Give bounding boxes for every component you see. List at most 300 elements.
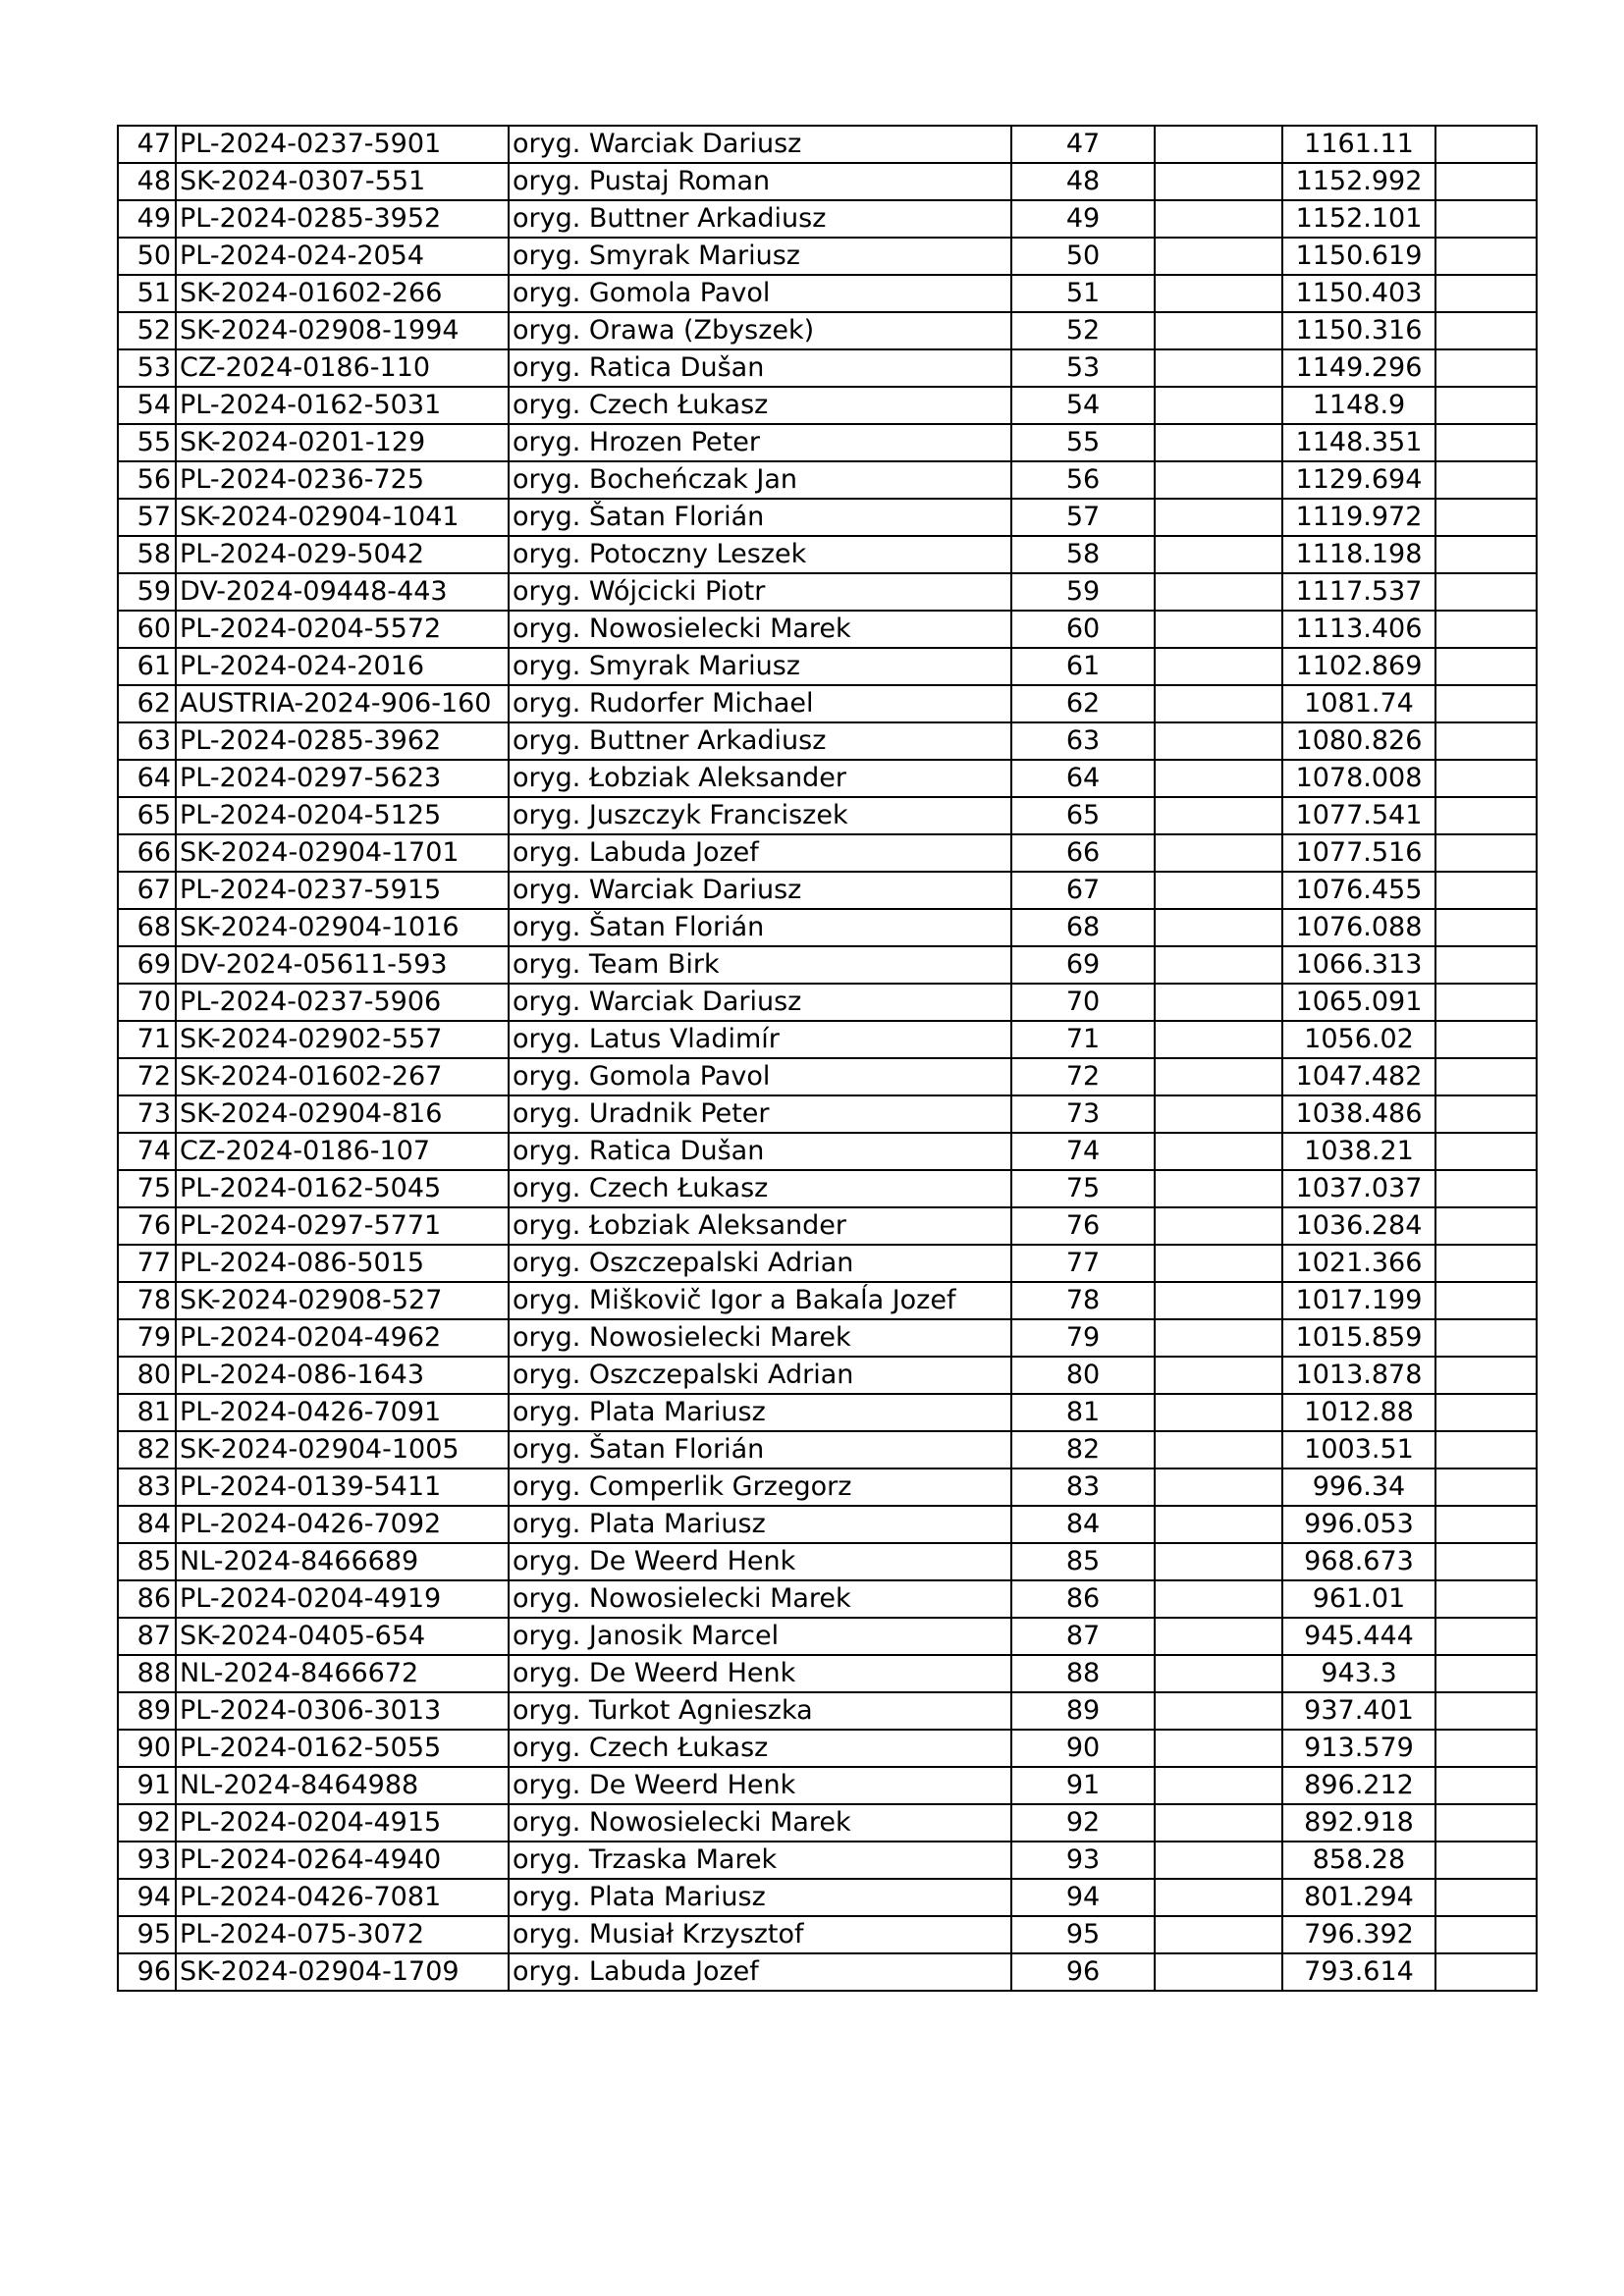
speed-cell: 1119.972	[1282, 499, 1435, 536]
row-number-cell: 59	[118, 573, 176, 611]
owner-cell: oryg. Comperlik Grzegorz	[509, 1468, 1011, 1506]
table-row	[118, 275, 1537, 312]
owner-cell: oryg. Team Birk	[509, 946, 1011, 984]
extra-cell	[1155, 685, 1282, 722]
speed-cell: 1078.008	[1282, 760, 1435, 797]
ring-id-cell: PL-2024-0204-5572	[176, 611, 509, 648]
results-table	[117, 125, 1538, 1992]
ring-id-cell: SK-2024-02904-1701	[176, 834, 509, 872]
row-number-cell: 70	[118, 984, 176, 1021]
row-number-cell: 77	[118, 1245, 176, 1282]
extra-cell	[1155, 1095, 1282, 1133]
ring-id-cell: NL-2024-8466689	[176, 1543, 509, 1580]
note-cell	[1435, 461, 1537, 499]
extra-cell	[1155, 163, 1282, 200]
owner-cell: oryg. Miškovič Igor a Bakaĺa Jozef	[509, 1282, 1011, 1319]
row-number-cell: 52	[118, 312, 176, 349]
owner-cell: oryg. Labuda Jozef	[509, 1953, 1011, 1991]
speed-cell: 996.053	[1282, 1506, 1435, 1543]
speed-cell: 892.918	[1282, 1804, 1435, 1842]
row-number-cell: 87	[118, 1618, 176, 1655]
extra-cell	[1155, 126, 1282, 163]
owner-cell: oryg. Wójcicki Piotr	[509, 573, 1011, 611]
extra-cell	[1155, 573, 1282, 611]
row-number-cell: 53	[118, 349, 176, 387]
row-number-cell: 88	[118, 1655, 176, 1692]
ring-id-cell: PL-2024-0236-725	[176, 461, 509, 499]
row-number-cell: 72	[118, 1058, 176, 1095]
note-cell	[1435, 573, 1537, 611]
note-cell	[1435, 536, 1537, 573]
ring-id-cell: PL-2024-0306-3013	[176, 1692, 509, 1730]
note-cell	[1435, 1804, 1537, 1842]
row-number-cell: 64	[118, 760, 176, 797]
note-cell	[1435, 312, 1537, 349]
place-cell: 52	[1011, 312, 1155, 349]
table-row	[118, 1133, 1537, 1170]
table-row	[118, 200, 1537, 238]
ring-id-cell: PL-2024-0426-7091	[176, 1394, 509, 1431]
extra-cell	[1155, 1730, 1282, 1767]
ring-id-cell: PL-2024-0426-7092	[176, 1506, 509, 1543]
note-cell	[1435, 1394, 1537, 1431]
row-number-cell: 62	[118, 685, 176, 722]
ring-id-cell: DV-2024-05611-593	[176, 946, 509, 984]
row-number-cell: 81	[118, 1394, 176, 1431]
owner-cell: oryg. Rudorfer Michael	[509, 685, 1011, 722]
owner-cell: oryg. Warciak Dariusz	[509, 872, 1011, 909]
owner-cell: oryg. Bocheńczak Jan	[509, 461, 1011, 499]
speed-cell: 896.212	[1282, 1767, 1435, 1804]
row-number-cell: 69	[118, 946, 176, 984]
row-number-cell: 61	[118, 648, 176, 685]
ring-id-cell: PL-2024-0204-4915	[176, 1804, 509, 1842]
place-cell: 72	[1011, 1058, 1155, 1095]
speed-cell: 1149.296	[1282, 349, 1435, 387]
place-cell: 91	[1011, 1767, 1155, 1804]
table-row	[118, 1953, 1537, 1991]
row-number-cell: 57	[118, 499, 176, 536]
speed-cell: 1076.088	[1282, 909, 1435, 946]
table-row	[118, 1767, 1537, 1804]
row-number-cell: 82	[118, 1431, 176, 1468]
note-cell	[1435, 1431, 1537, 1468]
owner-cell: oryg. Warciak Dariusz	[509, 984, 1011, 1021]
row-number-cell: 91	[118, 1767, 176, 1804]
place-cell: 60	[1011, 611, 1155, 648]
owner-cell: oryg. Šatan Florián	[509, 909, 1011, 946]
ring-id-cell: PL-2024-0162-5055	[176, 1730, 509, 1767]
place-cell: 57	[1011, 499, 1155, 536]
ring-id-cell: SK-2024-02904-1016	[176, 909, 509, 946]
table-row	[118, 1319, 1537, 1357]
ring-id-cell: PL-2024-086-5015	[176, 1245, 509, 1282]
extra-cell	[1155, 200, 1282, 238]
speed-cell: 1021.366	[1282, 1245, 1435, 1282]
owner-cell: oryg. Latus Vladimír	[509, 1021, 1011, 1058]
table-row	[118, 312, 1537, 349]
place-cell: 83	[1011, 1468, 1155, 1506]
table-row	[118, 1095, 1537, 1133]
extra-cell	[1155, 312, 1282, 349]
table-row	[118, 685, 1537, 722]
ring-id-cell: PL-2024-0139-5411	[176, 1468, 509, 1506]
speed-cell: 793.614	[1282, 1953, 1435, 1991]
table-row	[118, 1543, 1537, 1580]
owner-cell: oryg. Pustaj Roman	[509, 163, 1011, 200]
owner-cell: oryg. Orawa (Zbyszek)	[509, 312, 1011, 349]
extra-cell	[1155, 1431, 1282, 1468]
extra-cell	[1155, 1543, 1282, 1580]
speed-cell: 858.28	[1282, 1842, 1435, 1879]
row-number-cell: 47	[118, 126, 176, 163]
owner-cell: oryg. Nowosielecki Marek	[509, 1580, 1011, 1618]
extra-cell	[1155, 648, 1282, 685]
table-row	[118, 760, 1537, 797]
owner-cell: oryg. Šatan Florián	[509, 499, 1011, 536]
extra-cell	[1155, 760, 1282, 797]
row-number-cell: 51	[118, 275, 176, 312]
ring-id-cell: SK-2024-0201-129	[176, 424, 509, 461]
owner-cell: oryg. Smyrak Mariusz	[509, 238, 1011, 275]
note-cell	[1435, 1357, 1537, 1394]
speed-cell: 1038.21	[1282, 1133, 1435, 1170]
extra-cell	[1155, 1319, 1282, 1357]
note-cell	[1435, 760, 1537, 797]
results-table-body	[118, 126, 1537, 1991]
speed-cell: 1113.406	[1282, 611, 1435, 648]
row-number-cell: 90	[118, 1730, 176, 1767]
owner-cell: oryg. Potoczny Leszek	[509, 536, 1011, 573]
extra-cell	[1155, 611, 1282, 648]
note-cell	[1435, 349, 1537, 387]
note-cell	[1435, 834, 1537, 872]
place-cell: 81	[1011, 1394, 1155, 1431]
note-cell	[1435, 909, 1537, 946]
place-cell: 64	[1011, 760, 1155, 797]
ring-id-cell: PL-2024-0237-5901	[176, 126, 509, 163]
speed-cell: 1129.694	[1282, 461, 1435, 499]
place-cell: 58	[1011, 536, 1155, 573]
note-cell	[1435, 611, 1537, 648]
extra-cell	[1155, 984, 1282, 1021]
owner-cell: oryg. Oszczepalski Adrian	[509, 1245, 1011, 1282]
speed-cell: 1152.992	[1282, 163, 1435, 200]
owner-cell: oryg. Šatan Florián	[509, 1431, 1011, 1468]
extra-cell	[1155, 909, 1282, 946]
ring-id-cell: PL-2024-0162-5031	[176, 387, 509, 424]
ring-id-cell: PL-2024-0204-5125	[176, 797, 509, 834]
owner-cell: oryg. Nowosielecki Marek	[509, 611, 1011, 648]
note-cell	[1435, 499, 1537, 536]
table-row	[118, 238, 1537, 275]
owner-cell: oryg. Nowosielecki Marek	[509, 1804, 1011, 1842]
ring-id-cell: SK-2024-02902-557	[176, 1021, 509, 1058]
owner-cell: oryg. Plata Mariusz	[509, 1394, 1011, 1431]
speed-cell: 1037.037	[1282, 1170, 1435, 1207]
speed-cell: 968.673	[1282, 1543, 1435, 1580]
note-cell	[1435, 1842, 1537, 1879]
table-row	[118, 1207, 1537, 1245]
place-cell: 66	[1011, 834, 1155, 872]
owner-cell: oryg. Łobziak Aleksander	[509, 760, 1011, 797]
table-row	[118, 1468, 1537, 1506]
place-cell: 74	[1011, 1133, 1155, 1170]
table-row	[118, 909, 1537, 946]
place-cell: 78	[1011, 1282, 1155, 1319]
speed-cell: 1148.9	[1282, 387, 1435, 424]
place-cell: 80	[1011, 1357, 1155, 1394]
place-cell: 79	[1011, 1319, 1155, 1357]
speed-cell: 1117.537	[1282, 573, 1435, 611]
speed-cell: 1148.351	[1282, 424, 1435, 461]
speed-cell: 961.01	[1282, 1580, 1435, 1618]
extra-cell	[1155, 461, 1282, 499]
table-row	[118, 1618, 1537, 1655]
extra-cell	[1155, 722, 1282, 760]
ring-id-cell: SK-2024-02904-816	[176, 1095, 509, 1133]
extra-cell	[1155, 1916, 1282, 1953]
row-number-cell: 56	[118, 461, 176, 499]
extra-cell	[1155, 1767, 1282, 1804]
ring-id-cell: PL-2024-024-2016	[176, 648, 509, 685]
speed-cell: 1038.486	[1282, 1095, 1435, 1133]
row-number-cell: 83	[118, 1468, 176, 1506]
ring-id-cell: PL-2024-0297-5623	[176, 760, 509, 797]
speed-cell: 1077.541	[1282, 797, 1435, 834]
row-number-cell: 74	[118, 1133, 176, 1170]
extra-cell	[1155, 536, 1282, 573]
ring-id-cell: SK-2024-02904-1005	[176, 1431, 509, 1468]
extra-cell	[1155, 1580, 1282, 1618]
speed-cell: 1047.482	[1282, 1058, 1435, 1095]
owner-cell: oryg. Gomola Pavol	[509, 275, 1011, 312]
place-cell: 90	[1011, 1730, 1155, 1767]
note-cell	[1435, 946, 1537, 984]
note-cell	[1435, 1879, 1537, 1916]
ring-id-cell: PL-2024-0237-5906	[176, 984, 509, 1021]
note-cell	[1435, 126, 1537, 163]
place-cell: 76	[1011, 1207, 1155, 1245]
speed-cell: 1152.101	[1282, 200, 1435, 238]
ring-id-cell: SK-2024-0405-654	[176, 1618, 509, 1655]
note-cell	[1435, 1730, 1537, 1767]
note-cell	[1435, 984, 1537, 1021]
speed-cell: 1081.74	[1282, 685, 1435, 722]
table-row	[118, 1058, 1537, 1095]
owner-cell: oryg. Warciak Dariusz	[509, 126, 1011, 163]
owner-cell: oryg. Uradnik Peter	[509, 1095, 1011, 1133]
note-cell	[1435, 1095, 1537, 1133]
table-row	[118, 1170, 1537, 1207]
table-row	[118, 126, 1537, 163]
place-cell: 73	[1011, 1095, 1155, 1133]
place-cell: 70	[1011, 984, 1155, 1021]
extra-cell	[1155, 1692, 1282, 1730]
row-number-cell: 48	[118, 163, 176, 200]
speed-cell: 801.294	[1282, 1879, 1435, 1916]
note-cell	[1435, 685, 1537, 722]
ring-id-cell: SK-2024-0307-551	[176, 163, 509, 200]
ring-id-cell: PL-2024-0264-4940	[176, 1842, 509, 1879]
owner-cell: oryg. Oszczepalski Adrian	[509, 1357, 1011, 1394]
row-number-cell: 89	[118, 1692, 176, 1730]
ring-id-cell: PL-2024-029-5042	[176, 536, 509, 573]
note-cell	[1435, 648, 1537, 685]
note-cell	[1435, 163, 1537, 200]
place-cell: 93	[1011, 1842, 1155, 1879]
place-cell: 71	[1011, 1021, 1155, 1058]
row-number-cell: 60	[118, 611, 176, 648]
place-cell: 89	[1011, 1692, 1155, 1730]
owner-cell: oryg. Nowosielecki Marek	[509, 1319, 1011, 1357]
table-row	[118, 1357, 1537, 1394]
place-cell: 94	[1011, 1879, 1155, 1916]
note-cell	[1435, 1692, 1537, 1730]
ring-id-cell: PL-2024-0297-5771	[176, 1207, 509, 1245]
place-cell: 56	[1011, 461, 1155, 499]
row-number-cell: 85	[118, 1543, 176, 1580]
speed-cell: 1150.403	[1282, 275, 1435, 312]
place-cell: 86	[1011, 1580, 1155, 1618]
table-row	[118, 349, 1537, 387]
note-cell	[1435, 1767, 1537, 1804]
owner-cell: oryg. Janosik Marcel	[509, 1618, 1011, 1655]
place-cell: 51	[1011, 275, 1155, 312]
table-row	[118, 163, 1537, 200]
table-row	[118, 499, 1537, 536]
speed-cell: 1161.11	[1282, 126, 1435, 163]
place-cell: 92	[1011, 1804, 1155, 1842]
row-number-cell: 80	[118, 1357, 176, 1394]
place-cell: 87	[1011, 1618, 1155, 1655]
speed-cell: 1056.02	[1282, 1021, 1435, 1058]
row-number-cell: 86	[118, 1580, 176, 1618]
extra-cell	[1155, 834, 1282, 872]
speed-cell: 1066.313	[1282, 946, 1435, 984]
note-cell	[1435, 1580, 1537, 1618]
place-cell: 54	[1011, 387, 1155, 424]
ring-id-cell: SK-2024-02904-1709	[176, 1953, 509, 1991]
owner-cell: oryg. Labuda Jozef	[509, 834, 1011, 872]
owner-cell: oryg. Gomola Pavol	[509, 1058, 1011, 1095]
extra-cell	[1155, 1879, 1282, 1916]
place-cell: 95	[1011, 1916, 1155, 1953]
extra-cell	[1155, 1506, 1282, 1543]
table-row	[118, 1842, 1537, 1879]
place-cell: 69	[1011, 946, 1155, 984]
extra-cell	[1155, 1394, 1282, 1431]
ring-id-cell: PL-2024-0204-4919	[176, 1580, 509, 1618]
speed-cell: 1118.198	[1282, 536, 1435, 573]
note-cell	[1435, 238, 1537, 275]
speed-cell: 1077.516	[1282, 834, 1435, 872]
table-row	[118, 387, 1537, 424]
row-number-cell: 95	[118, 1916, 176, 1953]
table-row	[118, 611, 1537, 648]
speed-cell: 1012.88	[1282, 1394, 1435, 1431]
speed-cell: 1003.51	[1282, 1431, 1435, 1468]
row-number-cell: 96	[118, 1953, 176, 1991]
ring-id-cell: SK-2024-02904-1041	[176, 499, 509, 536]
row-number-cell: 58	[118, 536, 176, 573]
ring-id-cell: SK-2024-02908-527	[176, 1282, 509, 1319]
ring-id-cell: PL-2024-0426-7081	[176, 1879, 509, 1916]
row-number-cell: 75	[118, 1170, 176, 1207]
extra-cell	[1155, 1468, 1282, 1506]
speed-cell: 1065.091	[1282, 984, 1435, 1021]
ring-id-cell: CZ-2024-0186-107	[176, 1133, 509, 1170]
table-row	[118, 834, 1537, 872]
ring-id-cell: PL-2024-0237-5915	[176, 872, 509, 909]
owner-cell: oryg. Smyrak Mariusz	[509, 648, 1011, 685]
extra-cell	[1155, 1655, 1282, 1692]
extra-cell	[1155, 349, 1282, 387]
extra-cell	[1155, 1953, 1282, 1991]
ring-id-cell: PL-2024-075-3072	[176, 1916, 509, 1953]
owner-cell: oryg. Czech Łukasz	[509, 1730, 1011, 1767]
ring-id-cell: NL-2024-8464988	[176, 1767, 509, 1804]
owner-cell: oryg. Buttner Arkadiusz	[509, 722, 1011, 760]
extra-cell	[1155, 499, 1282, 536]
ring-id-cell: SK-2024-01602-267	[176, 1058, 509, 1095]
note-cell	[1435, 387, 1537, 424]
table-row	[118, 1879, 1537, 1916]
owner-cell: oryg. Ratica Dušan	[509, 1133, 1011, 1170]
place-cell: 65	[1011, 797, 1155, 834]
row-number-cell: 92	[118, 1804, 176, 1842]
row-number-cell: 66	[118, 834, 176, 872]
speed-cell: 1150.619	[1282, 238, 1435, 275]
place-cell: 49	[1011, 200, 1155, 238]
owner-cell: oryg. De Weerd Henk	[509, 1655, 1011, 1692]
place-cell: 84	[1011, 1506, 1155, 1543]
note-cell	[1435, 872, 1537, 909]
extra-cell	[1155, 1207, 1282, 1245]
owner-cell: oryg. Ratica Dušan	[509, 349, 1011, 387]
row-number-cell: 79	[118, 1319, 176, 1357]
speed-cell: 1150.316	[1282, 312, 1435, 349]
extra-cell	[1155, 1170, 1282, 1207]
table-row	[118, 1655, 1537, 1692]
speed-cell: 913.579	[1282, 1730, 1435, 1767]
note-cell	[1435, 1021, 1537, 1058]
note-cell	[1435, 1916, 1537, 1953]
note-cell	[1435, 424, 1537, 461]
extra-cell	[1155, 946, 1282, 984]
table-row	[118, 424, 1537, 461]
extra-cell	[1155, 1618, 1282, 1655]
speed-cell: 1080.826	[1282, 722, 1435, 760]
speed-cell: 1015.859	[1282, 1319, 1435, 1357]
note-cell	[1435, 1058, 1537, 1095]
ring-id-cell: PL-2024-0204-4962	[176, 1319, 509, 1357]
owner-cell: oryg. Musiał Krzysztof	[509, 1916, 1011, 1953]
row-number-cell: 94	[118, 1879, 176, 1916]
row-number-cell: 84	[118, 1506, 176, 1543]
speed-cell: 1013.878	[1282, 1357, 1435, 1394]
speed-cell: 1036.284	[1282, 1207, 1435, 1245]
owner-cell: oryg. De Weerd Henk	[509, 1543, 1011, 1580]
extra-cell	[1155, 1804, 1282, 1842]
table-row	[118, 1804, 1537, 1842]
extra-cell	[1155, 1282, 1282, 1319]
note-cell	[1435, 1133, 1537, 1170]
owner-cell: oryg. Plata Mariusz	[509, 1879, 1011, 1916]
place-cell: 82	[1011, 1431, 1155, 1468]
table-row	[118, 461, 1537, 499]
speed-cell: 943.3	[1282, 1655, 1435, 1692]
